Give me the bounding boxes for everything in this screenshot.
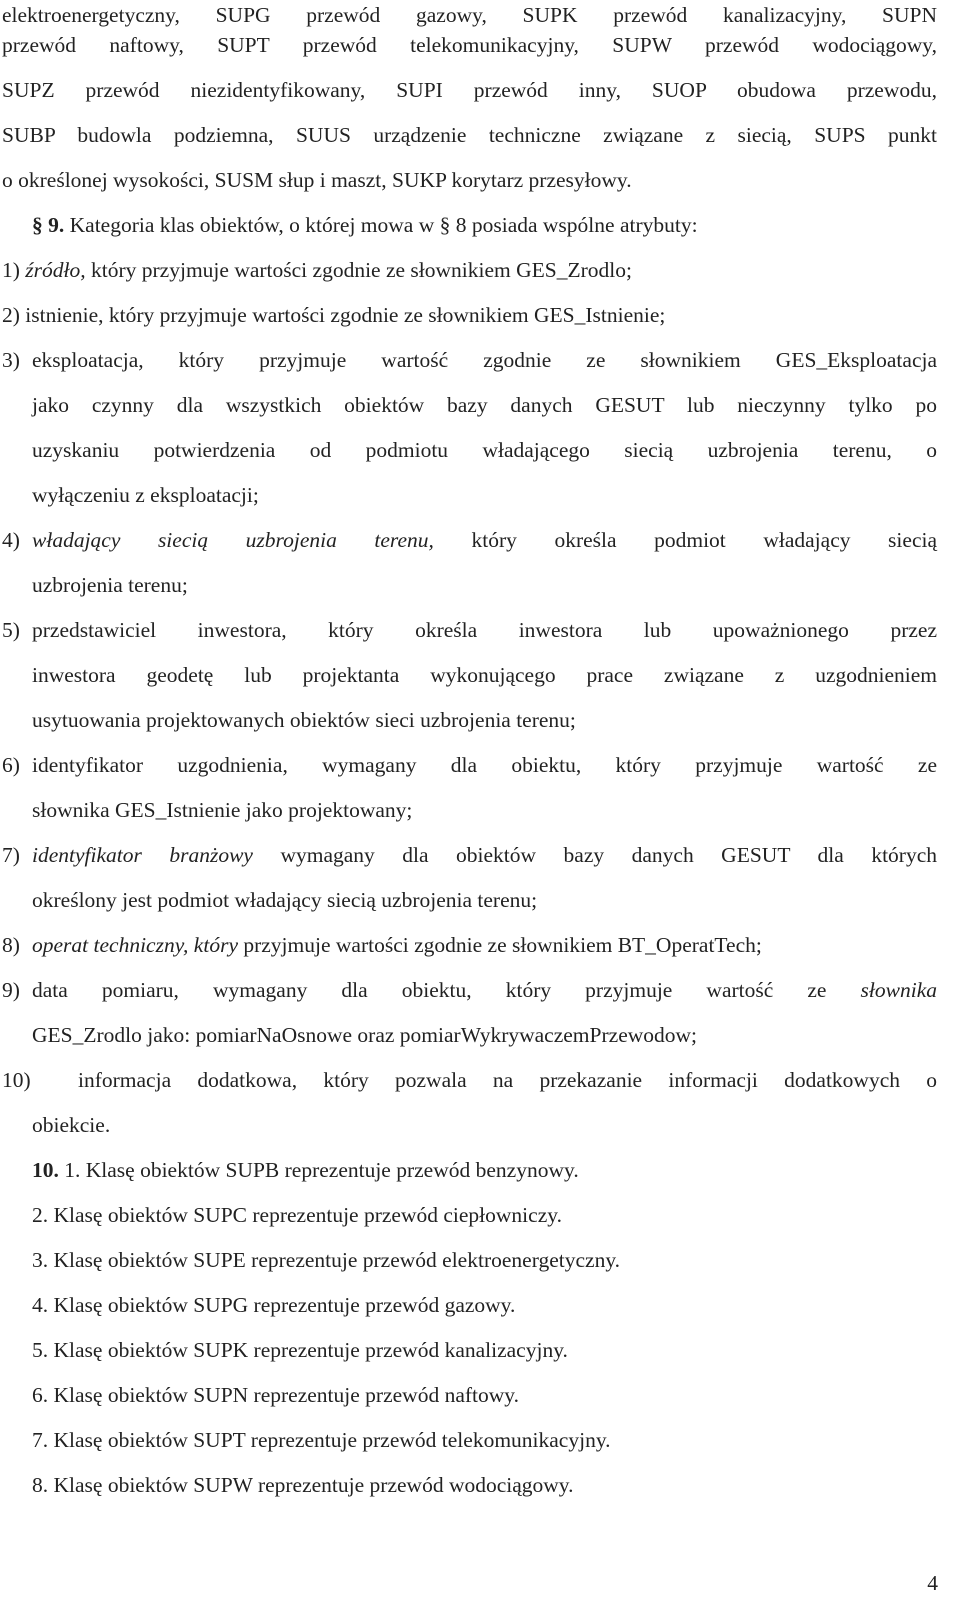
item-text: data pomiaru, wymagany dla obiektu, który przyjmuje wartość ze bbox=[32, 978, 861, 1002]
section-10-item: 3. Klasę obiektów SUPE reprezentuje przewód elektroenergetyczny. bbox=[32, 1248, 621, 1272]
section-10-item: 4. Klasę obiektów SUPG reprezentuje przewód gazowy. bbox=[32, 1293, 516, 1317]
item-term: źródło, bbox=[25, 258, 86, 282]
item-number: 6) bbox=[2, 753, 20, 777]
intro-line: SUPZ przewód niezidentyfikowany, SUPI przewód inny, SUOP obudowa przewodu, bbox=[2, 78, 937, 102]
intro-line: o określonej wysokości, SUSM słup i maszt, SUKP korytarz przesyłowy. bbox=[2, 168, 632, 192]
list-item-1 bbox=[2, 255, 632, 285]
section-10-item: 1. Klasę obiektów SUPB reprezentuje przewód benzynowy. bbox=[64, 1158, 579, 1182]
item-term: słownika bbox=[860, 978, 937, 1002]
list-item-9 bbox=[32, 975, 937, 1005]
item-text: przyjmuje wartości zgodnie ze słownikiem BT_OperatTech; bbox=[237, 933, 762, 957]
intro-line: SUBP budowla podziemna, SUUS urządzenie techniczne związane z siecią, SUPS punkt bbox=[2, 123, 937, 147]
item-number: 9) bbox=[2, 978, 20, 1002]
list-item-2 bbox=[2, 300, 665, 330]
intro-line: przewód naftowy, SUPT przewód telekomunikacyjny, SUPW przewód wodociągowy, bbox=[2, 33, 937, 57]
item-number: 10) bbox=[2, 1068, 31, 1092]
item-term: władający siecią uzbrojenia terenu, bbox=[32, 528, 434, 552]
item-number: 3) bbox=[2, 348, 20, 372]
section-10-item: 8. Klasę obiektów SUPW reprezentuje przewód wodociągowy. bbox=[32, 1473, 574, 1497]
item-text: wyłączeniu z eksploatacji; bbox=[32, 483, 259, 507]
item-text: słownika GES_Istnienie jako projektowany; bbox=[32, 798, 413, 822]
item-text: obiekcie. bbox=[32, 1113, 111, 1137]
item-term: operat techniczny, który bbox=[32, 933, 238, 957]
item-number: 8) bbox=[2, 933, 20, 957]
list-item-8 bbox=[32, 930, 762, 960]
item-text: eksploatacja, który przyjmuje wartość zgodnie ze słownikiem GES_Eksploatacja bbox=[32, 348, 937, 372]
item-text: usytuowania projektowanych obiektów sieci uzbrojenia terenu; bbox=[32, 708, 576, 732]
item-text: który określa podmiot władający siecią bbox=[433, 528, 937, 552]
item-number: 7) bbox=[2, 843, 20, 867]
item-text: GES_Zrodlo jako: pomiarNaOsnowe oraz pomiarWykrywaczemPrzewodow; bbox=[32, 1023, 698, 1047]
section-10-item: 2. Klasę obiektów SUPC reprezentuje przewód ciepłowniczy. bbox=[32, 1203, 562, 1227]
section-10-mark: 10. bbox=[32, 1158, 59, 1182]
section-10-item: 5. Klasę obiektów SUPK reprezentuje przewód kanalizacyjny. bbox=[32, 1338, 568, 1362]
item-text: przedstawiciel inwestora, który określa inwestora lub upoważnionego przez bbox=[32, 618, 937, 642]
list-item-7 bbox=[32, 840, 937, 870]
item-text: informacja dodatkowa, który pozwala na przekazanie informacji dodatkowych o bbox=[78, 1068, 937, 1092]
item-number: 4) bbox=[2, 528, 20, 552]
item-number: 5) bbox=[2, 618, 20, 642]
item-term: identyfikator branżowy bbox=[32, 843, 253, 867]
section-10-item: 6. Klasę obiektów SUPN reprezentuje przewód naftowy. bbox=[32, 1383, 519, 1407]
page-number: 4 bbox=[927, 1571, 938, 1595]
item-text: który przyjmuje wartości zgodnie ze słownikiem GES_Zrodlo; bbox=[85, 258, 632, 282]
item-text: istnienie, który przyjmuje wartości zgodnie ze słownikiem GES_Istnienie; bbox=[25, 303, 666, 327]
item-text: uzyskaniu potwierdzenia od podmiotu władającego siecią uzbrojenia terenu, o bbox=[32, 438, 937, 462]
item-text: inwestora geodetę lub projektanta wykonującego prace związane z uzgodnieniem bbox=[32, 663, 937, 687]
intro-line: elektroenergetyczny, SUPG przewód gazowy, SUPK przewód kanalizacyjny, SUPN bbox=[2, 3, 937, 27]
section-9-text: Kategoria klas obiektów, o której mowa w § 8 posiada wspólne atrybuty: bbox=[69, 213, 698, 237]
item-text: jako czynny dla wszystkich obiektów bazy danych GESUT lub nieczynny tylko po bbox=[32, 393, 937, 417]
item-text: uzbrojenia terenu; bbox=[32, 573, 188, 597]
section-9-heading bbox=[32, 210, 698, 240]
item-number: 2) bbox=[2, 303, 20, 327]
section-10-first bbox=[32, 1155, 579, 1185]
section-9-mark: § 9. bbox=[32, 213, 65, 237]
list-item-4 bbox=[32, 525, 937, 555]
section-10-item: 7. Klasę obiektów SUPT reprezentuje przewód telekomunikacyjny. bbox=[32, 1428, 611, 1452]
item-text: określony jest podmiot władający siecią uzbrojenia terenu; bbox=[32, 888, 538, 912]
item-text: identyfikator uzgodnienia, wymagany dla obiektu, który przyjmuje wartość ze bbox=[32, 753, 937, 777]
item-number: 1) bbox=[2, 258, 20, 282]
item-text: wymagany dla obiektów bazy danych GESUT dla których bbox=[252, 843, 937, 867]
